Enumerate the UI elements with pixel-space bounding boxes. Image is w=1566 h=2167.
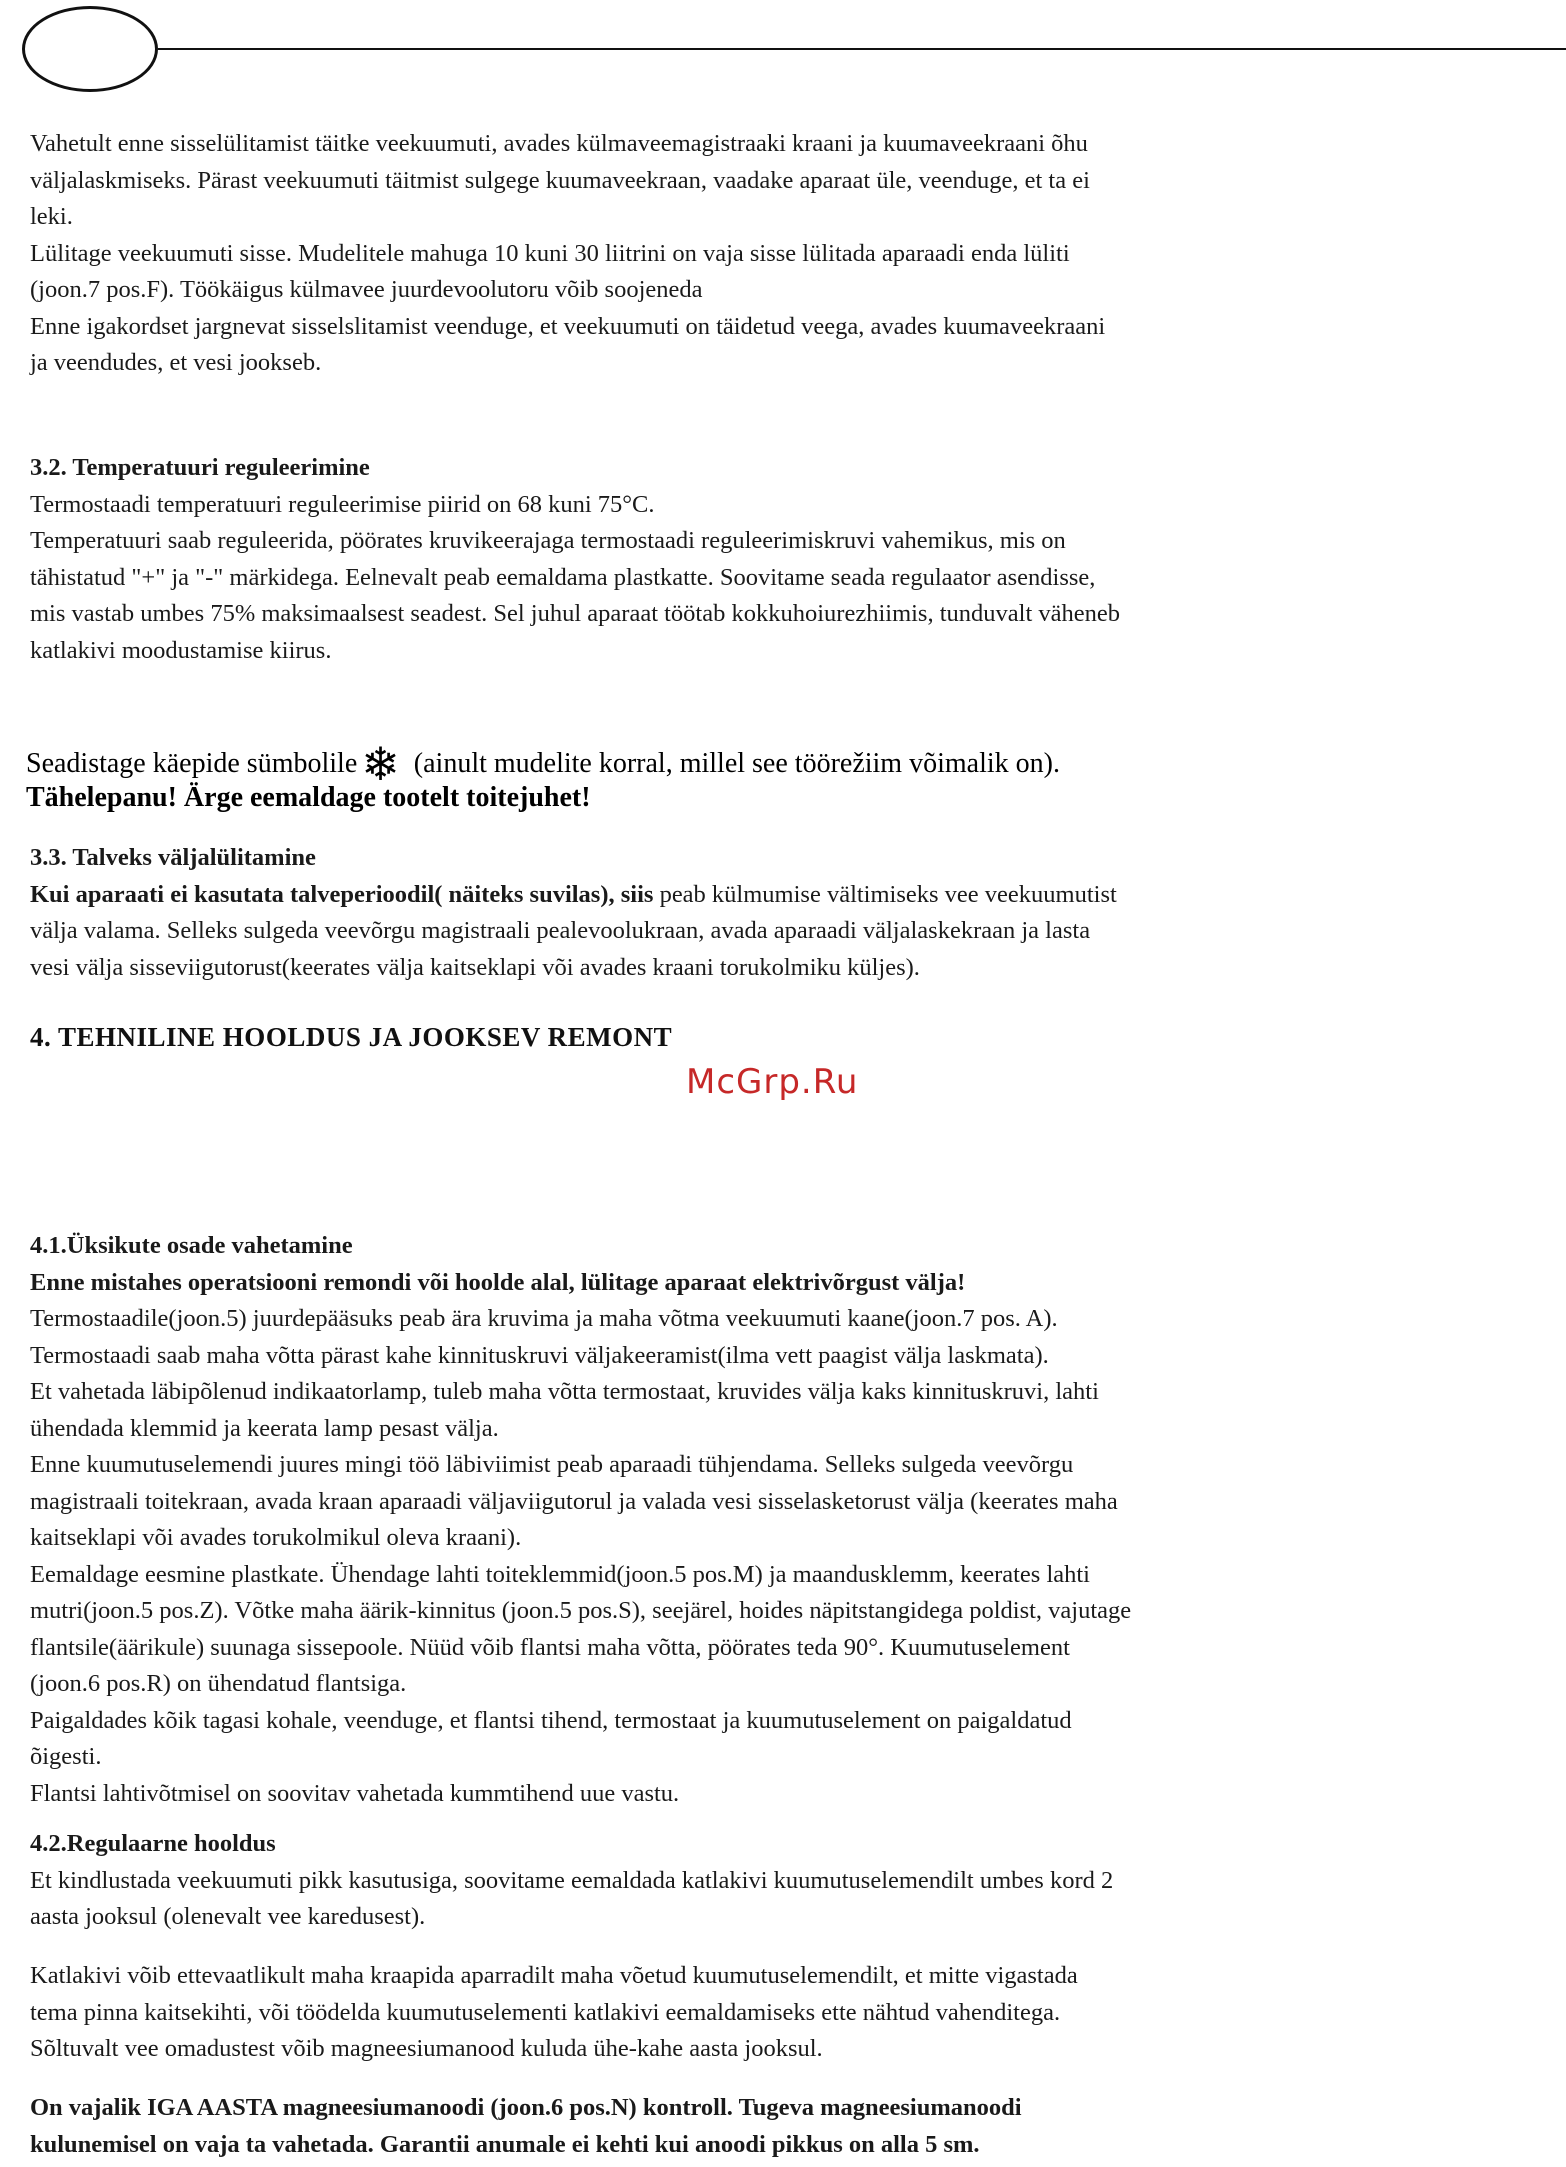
warning-line: Tähelepanu! Ärge eemaldage tootelt toitejuhet! — [26, 782, 591, 813]
intro-line: leki. — [30, 203, 73, 230]
section-3-2-line: Termostaadi temperatuuri reguleerimise piirid on 68 kuni 75°C. — [30, 490, 655, 518]
anode-notice — [30, 2090, 1430, 2163]
section-4-2-descaling — [30, 1958, 1430, 2068]
section-4-1-line: mutri(joon.5 pos.Z). Võtke maha äärik-kinnitus (joon.5 pos.S), seejärel, hoides näpitstangidega poldist, vajutage — [30, 1597, 1132, 1624]
section-4-1-line: Eemaldage eesmine plastkate. Ühendage lahti toiteklemmid(joon.5 pos.M) ja maandusklemm, keerates lahti — [30, 1560, 1090, 1588]
header-rule — [158, 48, 1566, 50]
page-number-oval — [22, 6, 158, 92]
intro-line: Enne igakordset jargnevat sisselslitamist veenduge, et veekuumuti on täidetud veega, avades kuumaveekraani — [30, 312, 1106, 340]
section-4-1-line: Termostaadile(joon.5) juurdepääsuks peab ära kruvima ja maha võtma veekuumuti kaane(joon.7 pos. A). — [30, 1305, 1058, 1332]
section-4-1-line: ühendada klemmid ja keerata lamp pesast välja. — [30, 1414, 499, 1442]
section-3-3-line: vesi välja sisseviigutorust(keerates välja kaitseklapi või avades kraani torukolmiku küljes). — [30, 953, 920, 981]
section-3-2-line: mis vastab umbes 75% maksimaalsest seadest. Sel juhul aparaat töötab kokkuhoiurezhiimis, tunduvalt väheneb — [30, 600, 1121, 627]
section-3-3 — [30, 840, 1430, 986]
symbol-text-after: (ainult mudelite korral, millel see töörežiim võimalik on). — [413, 748, 1060, 779]
section-4-1-title: 4.1.Üksikute osade vahetamine — [30, 1232, 353, 1259]
intro-line: ja veendudes, et vesi jookseb. — [30, 349, 322, 376]
section-3-2-line: katlakivi moodustamise kiirus. — [30, 636, 332, 664]
section-4-1-line: Termostaadi saab maha võtta pärast kahe kinnituskruvi väljakeeramist(ilma vett paagist välja laskmata). — [30, 1341, 1049, 1369]
section-4-2-line: tema pinna kaitsekihti, või töödelda kuumutuselementi katlakivi eemaldamiseks ette nähtud vahenditega. — [30, 1998, 1061, 2026]
section-4-2-title: 4.2.Regulaarne hooldus — [30, 1830, 276, 1857]
section-4-1 — [30, 1228, 1430, 1812]
section-4-title: 4. TEHNILINE HOOLDUS JA JOOKSEV REMONT — [30, 1022, 673, 1052]
section-3-2-title: 3.2. Temperatuuri reguleerimine — [30, 454, 370, 481]
snowflake-icon: ❄ — [361, 737, 400, 791]
intro-paragraph — [30, 126, 1430, 382]
intro-line: Vahetult enne sisselülitamist täitke veekuumuti, avades külmaveemagistraaki kraani ja kuumaveekraani õhu — [30, 130, 1088, 157]
intro-line: väljalaskmiseks. Pärast veekuumuti täitmist sulgege kuumaveekraan, vaadake aparaat üle, veenduge, et ta ei — [30, 166, 1090, 194]
section-4-1-line: Paigaldades kõik tagasi kohale, veenduge, et flantsi tihend, termostaat ja kuumutuselement on paigaldatud — [30, 1706, 1072, 1734]
symbol-instruction — [26, 737, 1060, 791]
section-4-1-line: (joon.6 pos.R) on ühendatud flantsiga. — [30, 1670, 407, 1697]
section-4-1-line: magistraali toitekraan, avada kraan aparaadi väljaviigutorul ja valada vesi sisselasketorust välja (keerates maha — [30, 1487, 1118, 1515]
section-4-2-line: Sõltuvalt vee omadustest võib magneesiumanood kuluda ühe-kahe aasta jooksul. — [30, 2035, 823, 2062]
section-3-3-bold: Kui aparaati ei kasutata talveperioodil( näiteks suvilas), siis — [30, 880, 654, 908]
section-4-1-line: Flantsi lahtivõtmisel on soovitav vahetada kummtihend uue vastu. — [30, 1779, 680, 1807]
section-4-1-line: flantsile(äärikule) suunaga sissepoole. Nüüd võib flantsi maha võtta, pöörates teda 90°. Kuumutuselement — [30, 1633, 1070, 1661]
section-4-1-warning: Enne mistahes operatsiooni remondi või hoolde alal, lülitage aparaat elektrivõrgust välja! — [30, 1268, 966, 1296]
section-4-1-line: kaitseklapi või avades torukolmikul oleva kraani). — [30, 1524, 522, 1551]
section-4-2-line: Et kindlustada veekuumuti pikk kasutusiga, soovitame eemaldada katlakivi kuumutuselemendilt umbes kord 2 — [30, 1866, 1114, 1894]
section-4-1-line: Enne kuumutuselemendi juures mingi töö läbiviimist peab aparaadi tühjendama. Selleks sulgeda veevõrgu — [30, 1451, 1074, 1478]
section-4-1-line: õigesti. — [30, 1743, 102, 1770]
section-4-2-line: Katlakivi võib ettevaatlikult maha kraapida aparradilt maha võetud kuumutuselemendilt, et mitte vigastada — [30, 1962, 1078, 1989]
intro-line: (joon.7 pos.F). Töökäigus külmavee juurdevoolutoru võib soojeneda — [30, 276, 703, 303]
symbol-text-before: Seadistage käepide sümbolile — [26, 748, 358, 779]
watermark: McGrp.Ru — [686, 1062, 859, 1102]
section-4-2 — [30, 1826, 1430, 1936]
section-4-1-line: Et vahetada läbipõlenud indikaatorlamp, tuleb maha võtta termostaat, kruvides välja kaks kinnituskruvi, lahti — [30, 1378, 1099, 1405]
section-3-2-line: tähistatud "+" ja "-" märkidega. Eelnevalt peab eemaldama plastkatte. Soovitame seada regulaator asendisse, — [30, 563, 1096, 591]
section-3-3-title: 3.3. Talveks väljalülitamine — [30, 844, 316, 871]
anode-notice-line: kulunemisel on vaja ta vahetada. Garantii anumale ei kehti kui anoodi pikkus on alla 5 sm. — [30, 2130, 980, 2158]
section-3-2-line: Temperatuuri saab reguleerida, pöörates kruvikeerajaga termostaadi reguleerimiskruvi vahemikus, mis on — [30, 527, 1066, 554]
section-4-2-line: aasta jooksul (olenevalt vee karedusest). — [30, 1903, 426, 1930]
anode-notice-line: On vajalik IGA AASTA magneesiumanoodi (joon.6 pos.N) kontroll. Tugeva magneesiumanoodi — [30, 2094, 1022, 2121]
section-3-3-line — [30, 877, 1430, 914]
section-3-2 — [30, 450, 1430, 669]
section-3-3-line: välja valama. Selleks sulgeda veevõrgu magistraali pealevoolukraan, avada aparaadi väljalaskekraan ja lasta — [30, 917, 1091, 944]
intro-line: Lülitage veekuumuti sisse. Mudelitele mahuga 10 kuni 30 liitrini on vaja sisse lülitada aparaadi enda lüliti — [30, 239, 1070, 267]
section-3-3-rest: peab külmumise vältimiseks vee veekuumutist — [653, 880, 1117, 908]
